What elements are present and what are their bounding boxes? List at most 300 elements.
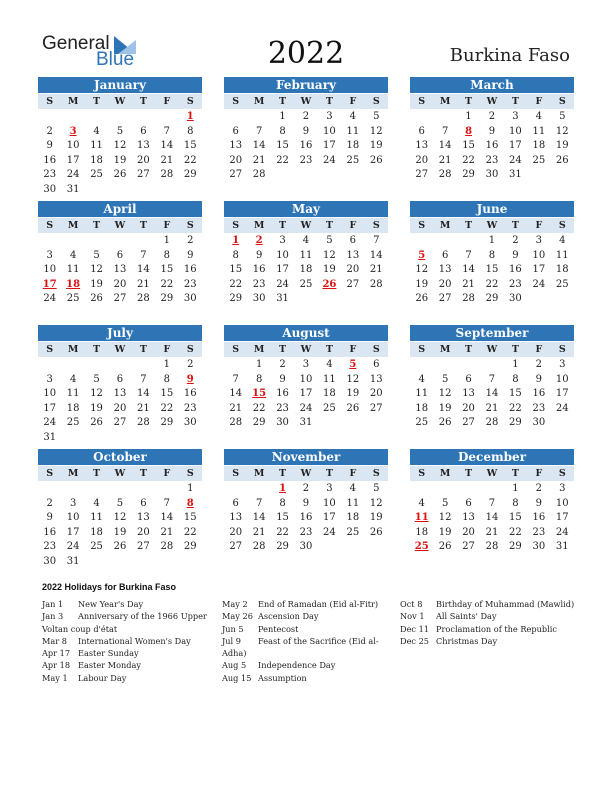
day-cell: 23 [276,402,289,414]
empty-day-cell [433,110,456,125]
day-cell: 27 [438,293,452,304]
empty-day-cell [108,358,131,373]
holiday-entry [400,623,580,635]
day-cell: 28 [485,541,499,552]
day-cell: 26 [90,293,103,304]
day-cell: 12 [415,264,429,275]
day-cell: 3 [302,359,310,370]
day-cell: 9 [255,249,263,261]
weekday-label: S [418,220,426,231]
day-cell: 24 [509,154,522,166]
day-cell: 6 [418,125,425,137]
day-cell: 18 [415,526,429,538]
day-cell: 8 [488,249,496,261]
month-header: December [410,449,574,465]
weekday-header-row [410,218,574,233]
weekday-label: S [558,96,566,107]
day-cell: 27 [346,278,360,290]
weekday-header-row [224,466,388,481]
day-cell: 16 [299,140,313,151]
empty-day-cell [38,234,61,249]
holiday-name: Ascension Day [258,611,319,622]
weekday-label: S [186,344,194,355]
day-cell: 17 [323,140,336,151]
holiday-day-cell: 15 [252,388,267,399]
day-cell: 18 [90,526,103,538]
empty-day-cell [38,110,61,125]
month-header: November [224,449,388,465]
day-cell: 19 [369,140,383,151]
weekday-label: M [439,468,451,479]
day-cell: 14 [462,264,475,275]
day-cell: 7 [488,497,496,509]
day-cell: 26 [438,541,452,552]
day-cell: 18 [555,264,569,275]
day-cell: 11 [299,249,313,261]
day-cell: 24 [43,293,57,304]
day-cell: 24 [66,169,80,180]
empty-day-cell [457,482,480,497]
day-cell: 25 [532,154,546,166]
day-cell: 22 [509,526,522,538]
weekday-label: M [439,344,451,355]
holiday-entry [400,598,580,610]
weekday-label: T [93,344,101,355]
day-cell: 12 [90,264,103,275]
day-cell: 1 [163,235,171,246]
weekday-label: S [232,220,240,231]
day-cell: 13 [415,140,429,151]
month-header: January [38,77,202,93]
day-cell: 22 [229,278,243,290]
day-cell: 15 [509,512,522,523]
day-cell: 31 [66,555,80,567]
empty-day-cell [155,110,178,125]
day-cell: 9 [46,140,53,151]
weekday-label: T [139,220,147,231]
day-cell: 22 [509,402,522,414]
day-cell: 20 [346,264,360,275]
weekday-header-row [410,94,574,109]
holiday-date: Jun 5 [222,623,244,634]
empty-day-cell [480,482,503,497]
day-cell: 23 [532,526,546,538]
weekday-label: M [67,468,79,479]
day-cell: 3 [512,111,519,122]
day-cell: 10 [66,140,80,151]
day-cell: 19 [346,388,360,399]
day-cell: 25 [346,154,360,166]
day-cell: 17 [555,512,569,523]
weekday-label: S [372,220,380,231]
day-cell: 11 [555,249,569,261]
holidays-column [42,598,222,684]
month-september [410,325,574,431]
holiday-name: Easter Monday [78,660,142,671]
day-cell: 9 [535,497,543,509]
day-cell: 25 [66,417,80,428]
day-cell: 30 [252,293,266,304]
weekday-header-row [224,94,388,109]
day-cell: 18 [90,154,103,166]
weekday-label: S [46,468,54,479]
day-cell: 29 [183,541,197,552]
empty-day-cell [457,234,480,249]
holiday-name: Labour Day [78,672,127,683]
day-cell: 12 [369,125,383,137]
weekday-label: S [558,220,566,231]
day-cell: 28 [369,278,383,290]
day-cell: 6 [465,373,472,385]
day-cell: 11 [323,373,336,385]
day-cell: 8 [163,373,171,385]
month-october [38,449,202,569]
day-cell: 11 [90,140,103,151]
day-cell: 20 [137,526,150,538]
day-cell: 30 [509,293,522,304]
day-cell: 5 [441,373,449,385]
holiday-name: Feast of the Sacrifice (Eid al-Adha) [222,635,379,659]
holiday-day-cell: 5 [418,249,426,261]
day-cell: 24 [532,278,546,290]
holiday-name: Anniversary of the 1966 Upper Voltan coup d'état [42,611,207,634]
day-cell: 9 [46,512,53,523]
day-cell: 17 [532,264,546,275]
weekday-label: F [163,96,171,107]
empty-day-cell [433,482,456,497]
day-cell: 16 [183,264,197,275]
day-cell: 10 [323,497,336,509]
day-cell: 30 [183,293,197,304]
day-cell: 6 [349,235,357,246]
empty-day-cell [433,358,456,373]
day-cell: 18 [323,388,336,399]
day-cell: 6 [116,373,124,385]
day-cell: 8 [232,249,239,261]
day-cell: 27 [462,417,475,428]
holiday-name: All Saints' Day [436,611,497,622]
weekday-label: W [300,96,312,107]
weekday-label: F [535,96,543,107]
day-cell: 5 [373,111,380,122]
weekday-label: S [46,220,54,231]
weekday-label: S [372,96,380,107]
day-cell: 21 [485,526,499,538]
empty-day-cell [61,358,84,373]
day-cell: 22 [462,154,475,166]
weekday-label: T [465,96,473,107]
empty-day-cell [38,358,61,373]
day-cell: 19 [90,402,103,414]
day-cell: 7 [488,373,496,385]
day-cell: 31 [299,417,313,428]
weekday-label: W [486,344,498,355]
weekday-label: W [114,344,126,355]
holiday-entry [42,598,222,610]
day-cell: 20 [137,154,150,166]
weekday-label: T [325,96,333,107]
day-cell: 28 [252,541,266,552]
day-cell: 20 [369,388,383,399]
day-cell: 28 [485,417,499,428]
day-cell: 4 [326,359,333,370]
day-cell: 26 [369,154,383,166]
day-cell: 12 [113,140,127,151]
day-cell: 10 [66,512,80,523]
day-cell: 22 [160,278,174,290]
day-cell: 27 [137,169,150,180]
page-title-year: 2022 [267,36,345,71]
day-cell: 30 [43,183,57,195]
day-cell: 18 [346,140,360,151]
day-cell: 2 [187,235,194,246]
weekday-label: F [163,344,171,355]
holiday-entry [42,635,222,647]
day-cell: 15 [276,140,289,151]
weekday-label: F [163,220,171,231]
day-cell: 1 [512,483,519,494]
weekday-label: F [349,344,357,355]
day-cell: 6 [140,125,147,137]
holiday-date: Nov 1 [400,611,425,622]
day-cell: 3 [559,359,566,370]
day-cell: 6 [373,359,380,370]
day-cell: 13 [113,388,127,399]
empty-day-cell [132,482,155,497]
day-grid [224,482,388,555]
day-cell: 11 [415,388,429,399]
day-cell: 7 [140,249,147,261]
holiday-name: New Year's Day [78,599,144,609]
holiday-date: Jul 9 [222,635,241,646]
day-cell: 29 [485,293,499,304]
day-cell: 1 [488,235,496,246]
weekday-label: S [186,220,194,231]
weekday-label: T [465,220,473,231]
day-cell: 5 [93,249,100,261]
weekday-header-row [410,466,574,481]
empty-day-cell [108,482,131,497]
day-cell: 21 [485,402,499,414]
weekday-label: S [186,96,194,107]
day-cell: 14 [160,140,174,151]
day-cell: 10 [509,125,522,137]
holiday-day-cell: 1 [186,111,194,122]
weekday-label: T [139,96,147,107]
logo-text-blue: Blue [96,49,135,70]
day-cell: 8 [187,125,194,137]
holiday-name: Easter Sunday [78,648,139,659]
day-cell: 4 [93,125,100,137]
day-cell: 23 [299,154,313,166]
day-grid [410,482,574,555]
weekday-header-row [224,342,388,357]
holiday-entry [42,659,222,671]
weekday-label: T [139,344,147,355]
day-cell: 18 [66,402,80,414]
day-cell: 23 [43,541,57,552]
day-cell: 3 [326,483,333,494]
day-cell: 21 [137,402,150,414]
day-cell: 6 [116,249,124,261]
day-cell: 6 [441,249,449,261]
day-cell: 28 [137,293,150,304]
empty-day-cell [224,110,247,125]
day-cell: 23 [183,278,197,290]
holiday-day-cell: 3 [69,125,77,137]
day-cell: 26 [438,417,452,428]
holiday-entry [42,647,222,659]
day-cell: 21 [462,278,475,290]
weekday-label: S [418,468,426,479]
day-cell: 20 [462,526,475,538]
holiday-date: Jan 1 [42,599,64,609]
holidays-title: 2022 Holidays for Burkina Faso [42,582,177,592]
day-cell: 15 [509,388,522,399]
day-grid [38,110,202,197]
weekday-label: T [93,220,101,231]
day-cell: 12 [555,125,569,137]
holiday-date: Dec 25 [400,635,430,646]
day-cell: 20 [415,154,429,166]
day-cell: 8 [279,125,286,137]
day-cell: 14 [229,388,243,399]
day-cell: 23 [183,402,197,414]
holiday-date: Oct 8 [400,599,423,609]
month-header: March [410,77,574,93]
logo-text-general: General [42,33,110,54]
weekday-label: W [114,468,126,479]
holiday-date: Dec 11 [400,623,430,634]
weekday-label: S [372,468,380,479]
day-cell: 4 [418,497,425,509]
day-cell: 31 [66,183,80,195]
month-may [224,201,388,307]
day-cell: 11 [346,125,360,137]
day-cell: 14 [252,512,266,523]
day-cell: 26 [113,169,127,180]
day-cell: 16 [485,140,499,151]
day-cell: 19 [90,278,103,290]
empty-day-cell [132,234,155,249]
day-cell: 24 [43,417,57,428]
holiday-day-cell: 8 [465,125,473,137]
day-cell: 5 [116,497,124,509]
empty-day-cell [433,234,456,249]
day-cell: 11 [532,125,546,137]
day-cell: 3 [69,497,77,509]
weekday-label: S [232,468,240,479]
day-cell: 28 [462,293,475,304]
day-cell: 29 [509,541,522,552]
holiday-date: Apr 18 [42,660,71,671]
day-cell: 13 [137,140,150,151]
holiday-day-cell: 1 [232,235,240,246]
empty-day-cell [108,234,131,249]
day-cell: 14 [485,512,499,523]
day-cell: 23 [299,526,313,538]
empty-day-cell [224,482,247,497]
day-cell: 18 [415,402,429,414]
day-cell: 13 [229,140,243,151]
day-cell: 24 [66,541,80,552]
day-cell: 23 [485,154,499,166]
day-cell: 7 [232,373,239,385]
day-cell: 22 [183,154,197,166]
day-cell: 21 [369,264,383,275]
holiday-date: Aug 5 [222,660,247,671]
day-cell: 19 [323,264,336,275]
day-cell: 19 [555,140,569,151]
day-cell: 31 [509,169,522,180]
day-cell: 12 [113,512,127,523]
day-cell: 1 [279,111,286,122]
day-cell: 8 [255,373,263,385]
month-header: May [224,201,388,217]
day-cell: 15 [183,512,197,523]
empty-day-cell [38,482,61,497]
day-cell: 29 [462,169,475,180]
day-cell: 29 [276,541,289,552]
weekday-label: S [186,468,194,479]
weekday-label: W [300,344,312,355]
day-cell: 30 [276,417,289,428]
day-cell: 4 [349,111,357,122]
holiday-entry [42,610,222,635]
day-cell: 18 [346,512,360,523]
day-cell: 16 [252,264,266,275]
weekday-label: S [558,344,566,355]
day-cell: 26 [555,154,569,166]
day-cell: 17 [66,526,80,538]
weekday-label: M [253,96,265,107]
holiday-day-cell: 1 [279,483,287,494]
weekday-label: T [93,468,101,479]
weekday-label: S [232,344,240,355]
weekday-label: F [349,96,357,107]
day-cell: 1 [465,111,472,122]
holiday-day-cell: 17 [42,278,57,290]
day-cell: 15 [462,140,475,151]
month-april [38,201,202,307]
day-cell: 22 [276,526,289,538]
day-cell: 6 [232,125,239,137]
day-cell: 12 [90,388,103,399]
day-cell: 17 [509,140,522,151]
day-cell: 24 [299,402,313,414]
empty-day-cell [410,482,433,497]
day-cell: 21 [252,526,266,538]
day-cell: 4 [418,373,425,385]
holiday-day-cell: 9 [186,373,194,385]
day-cell: 23 [532,402,546,414]
day-cell: 8 [512,373,519,385]
day-cell: 5 [441,497,449,509]
day-cell: 29 [160,417,174,428]
weekday-label: W [114,96,126,107]
day-cell: 5 [326,235,333,246]
weekday-label: S [558,468,566,479]
day-grid [410,358,574,431]
day-cell: 25 [415,417,429,428]
day-cell: 14 [485,388,499,399]
day-cell: 13 [137,512,150,523]
empty-day-cell [410,234,433,249]
day-cell: 16 [183,388,197,399]
weekday-label: T [465,344,473,355]
day-cell: 19 [438,526,452,538]
weekday-label: T [325,344,333,355]
